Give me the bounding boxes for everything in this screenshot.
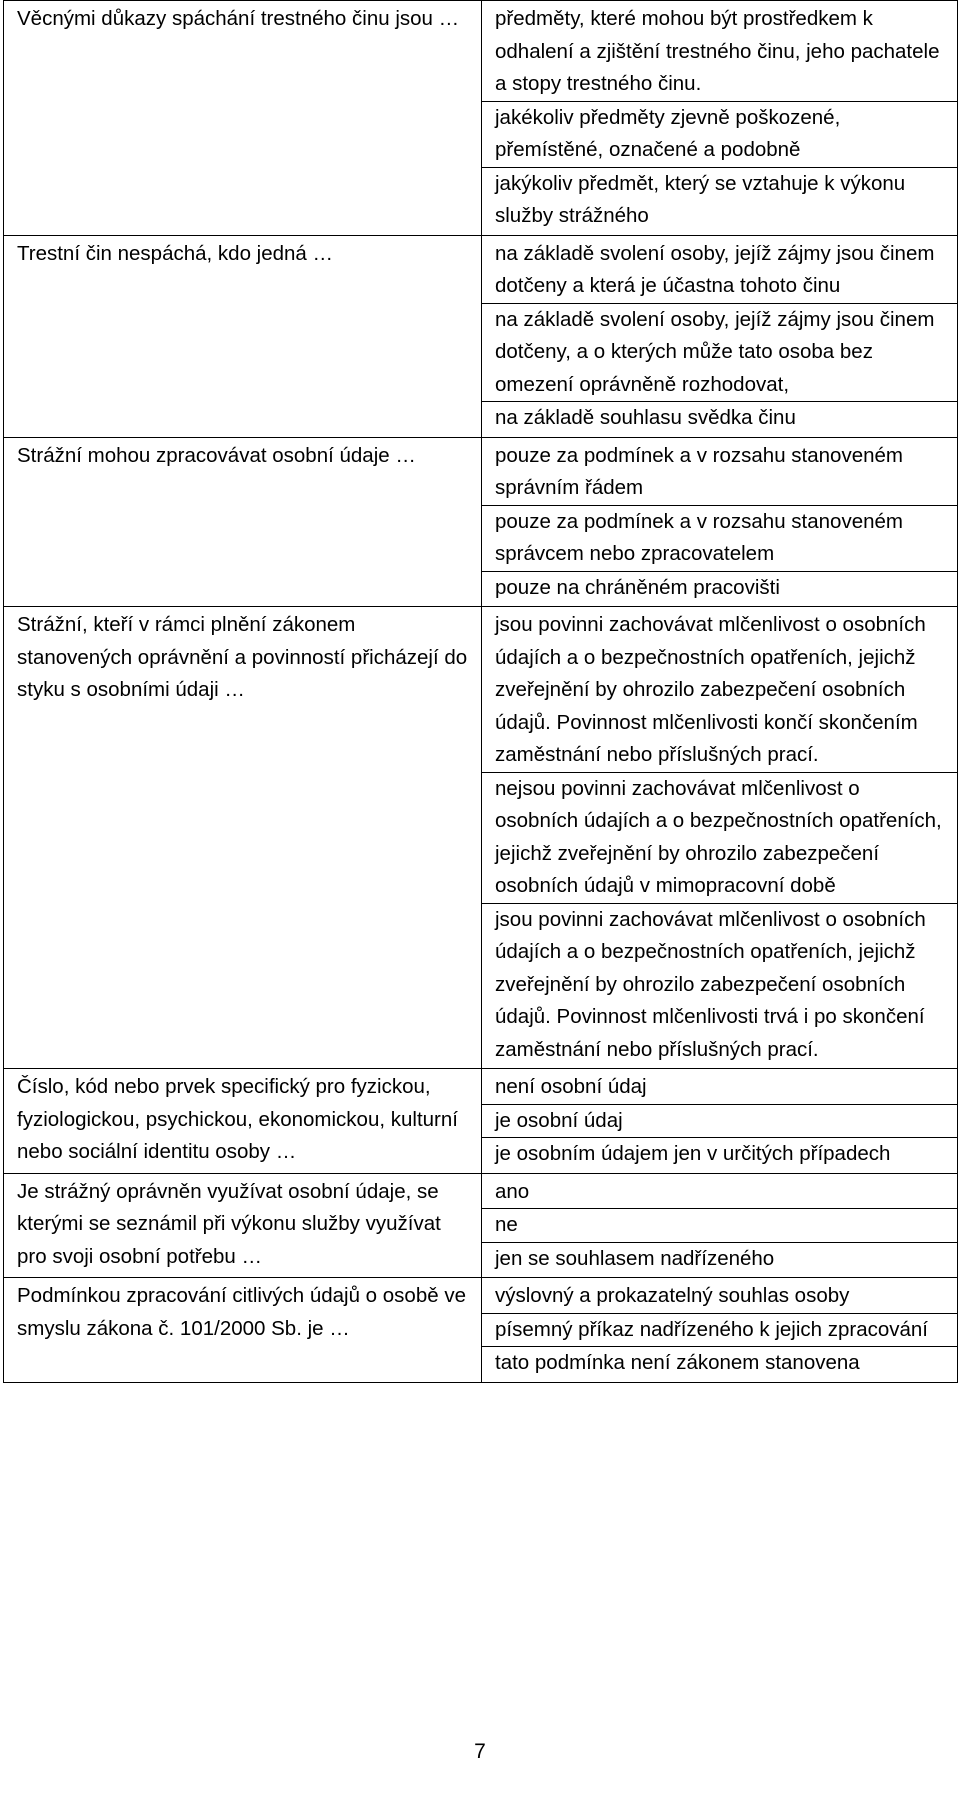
answer-option: není osobní údaj: [495, 1075, 647, 1098]
question-table: [3, 0, 958, 1383]
answer-option: na základě svolení osoby, jejíž zájmy jsou činem dotčeny a která je účastna tohoto činu: [495, 241, 935, 297]
page-number: 7: [474, 1740, 486, 1763]
question-text: Strážní mohou zpracovávat osobní údaje …: [4, 437, 482, 607]
answer-option: pouze za podmínek a v rozsahu stanoveném správcem nebo zpracovatelem: [482, 505, 957, 571]
question-text: Věcnými důkazy spáchání trestného činu jsou …: [4, 1, 482, 236]
question-row: [4, 235, 958, 437]
answer-options: [482, 1278, 958, 1383]
answer-option: pouze na chráněném pracovišti: [482, 571, 957, 605]
answer-options: [482, 1069, 958, 1174]
question-row: [4, 1, 958, 236]
question-text: Podmínkou zpracování citlivých údajů o osobě ve smyslu zákona č. 101/2000 Sb. je …: [4, 1278, 482, 1383]
question-table-body: [4, 1, 958, 1383]
answer-options: [482, 1, 958, 236]
question-text: Je strážný oprávněn využívat osobní údaje, se kterými se seznámil při výkonu služby využívat pro svoji osobní potřebu …: [4, 1173, 482, 1278]
question-row: [4, 607, 958, 1069]
question-row: [4, 1278, 958, 1383]
answer-option: jakýkoliv předmět, který se vztahuje k výkonu služby strážného: [482, 167, 957, 233]
answer-options: [482, 437, 958, 607]
answer-options: [482, 1173, 958, 1278]
answer-option: jen se souhlasem nadřízeného: [482, 1242, 957, 1276]
answer-option: pouze za podmínek a v rozsahu stanoveném správním řádem: [495, 443, 903, 499]
answer-option: tato podmínka není zákonem stanovena: [482, 1346, 957, 1380]
answer-options: [482, 235, 958, 437]
question-row: [4, 437, 958, 607]
answer-option: jsou povinni zachovávat mlčenlivost o osobních údajích a o bezpečnostních opatřeních, jejichž zveřejnění by ohrozilo zabezpečení osobních údajů. Povinnost mlčenlivosti končí skončením zaměstnání nebo příslušných prací.: [495, 613, 926, 766]
answer-option: jsou povinni zachovávat mlčenlivost o osobních údajích a o bezpečnostních opatřeních, jejichž zveřejnění by ohrozilo zabezpečení osobních údajů. Povinnost mlčenlivosti trvá i po skončení zaměstnání nebo příslušných prací.: [482, 903, 957, 1067]
answer-options: [482, 607, 958, 1069]
question-text: Trestní čin nespáchá, kdo jedná …: [4, 235, 482, 437]
answer-option: výslovný a prokazatelný souhlas osoby: [495, 1284, 850, 1307]
question-row: [4, 1173, 958, 1278]
answer-option: ano: [495, 1179, 530, 1203]
answer-option: na základě svolení osoby, jejíž zájmy jsou činem dotčeny, a o kterých může tato osoba bez omezení oprávněně rozhodovat,: [482, 303, 957, 402]
answer-option: nejsou povinni zachovávat mlčenlivost o osobních údajích a o bezpečnostních opatřeních, jejichž zveřejnění by ohrozilo zabezpečení osobních údajů v mimopracovní době: [482, 772, 957, 903]
answer-option: jakékoliv předměty zjevně poškozené, přemístěné, označené a podobně: [482, 101, 957, 167]
question-row: [4, 1069, 958, 1174]
question-text: Číslo, kód nebo prvek specifický pro fyzickou, fyziologickou, psychickou, ekonomickou, kulturní nebo sociální identitu osoby …: [4, 1069, 482, 1174]
answer-option: písemný příkaz nadřízeného k jejich zpracování: [482, 1313, 957, 1347]
answer-option: ne: [482, 1208, 957, 1242]
question-text: Strážní, kteří v rámci plnění zákonem stanovených oprávnění a povinností přicházejí do styku s osobními údaji …: [4, 607, 482, 1069]
answer-option: je osobní údaj: [482, 1104, 957, 1138]
answer-option: je osobním údajem jen v určitých případech: [482, 1137, 957, 1171]
answer-option: na základě souhlasu svědka činu: [482, 401, 957, 435]
answer-option: předměty, které mohou být prostředkem k odhalení a zjištění trestného činu, jeho pachatele a stopy trestného činu.: [495, 7, 940, 95]
